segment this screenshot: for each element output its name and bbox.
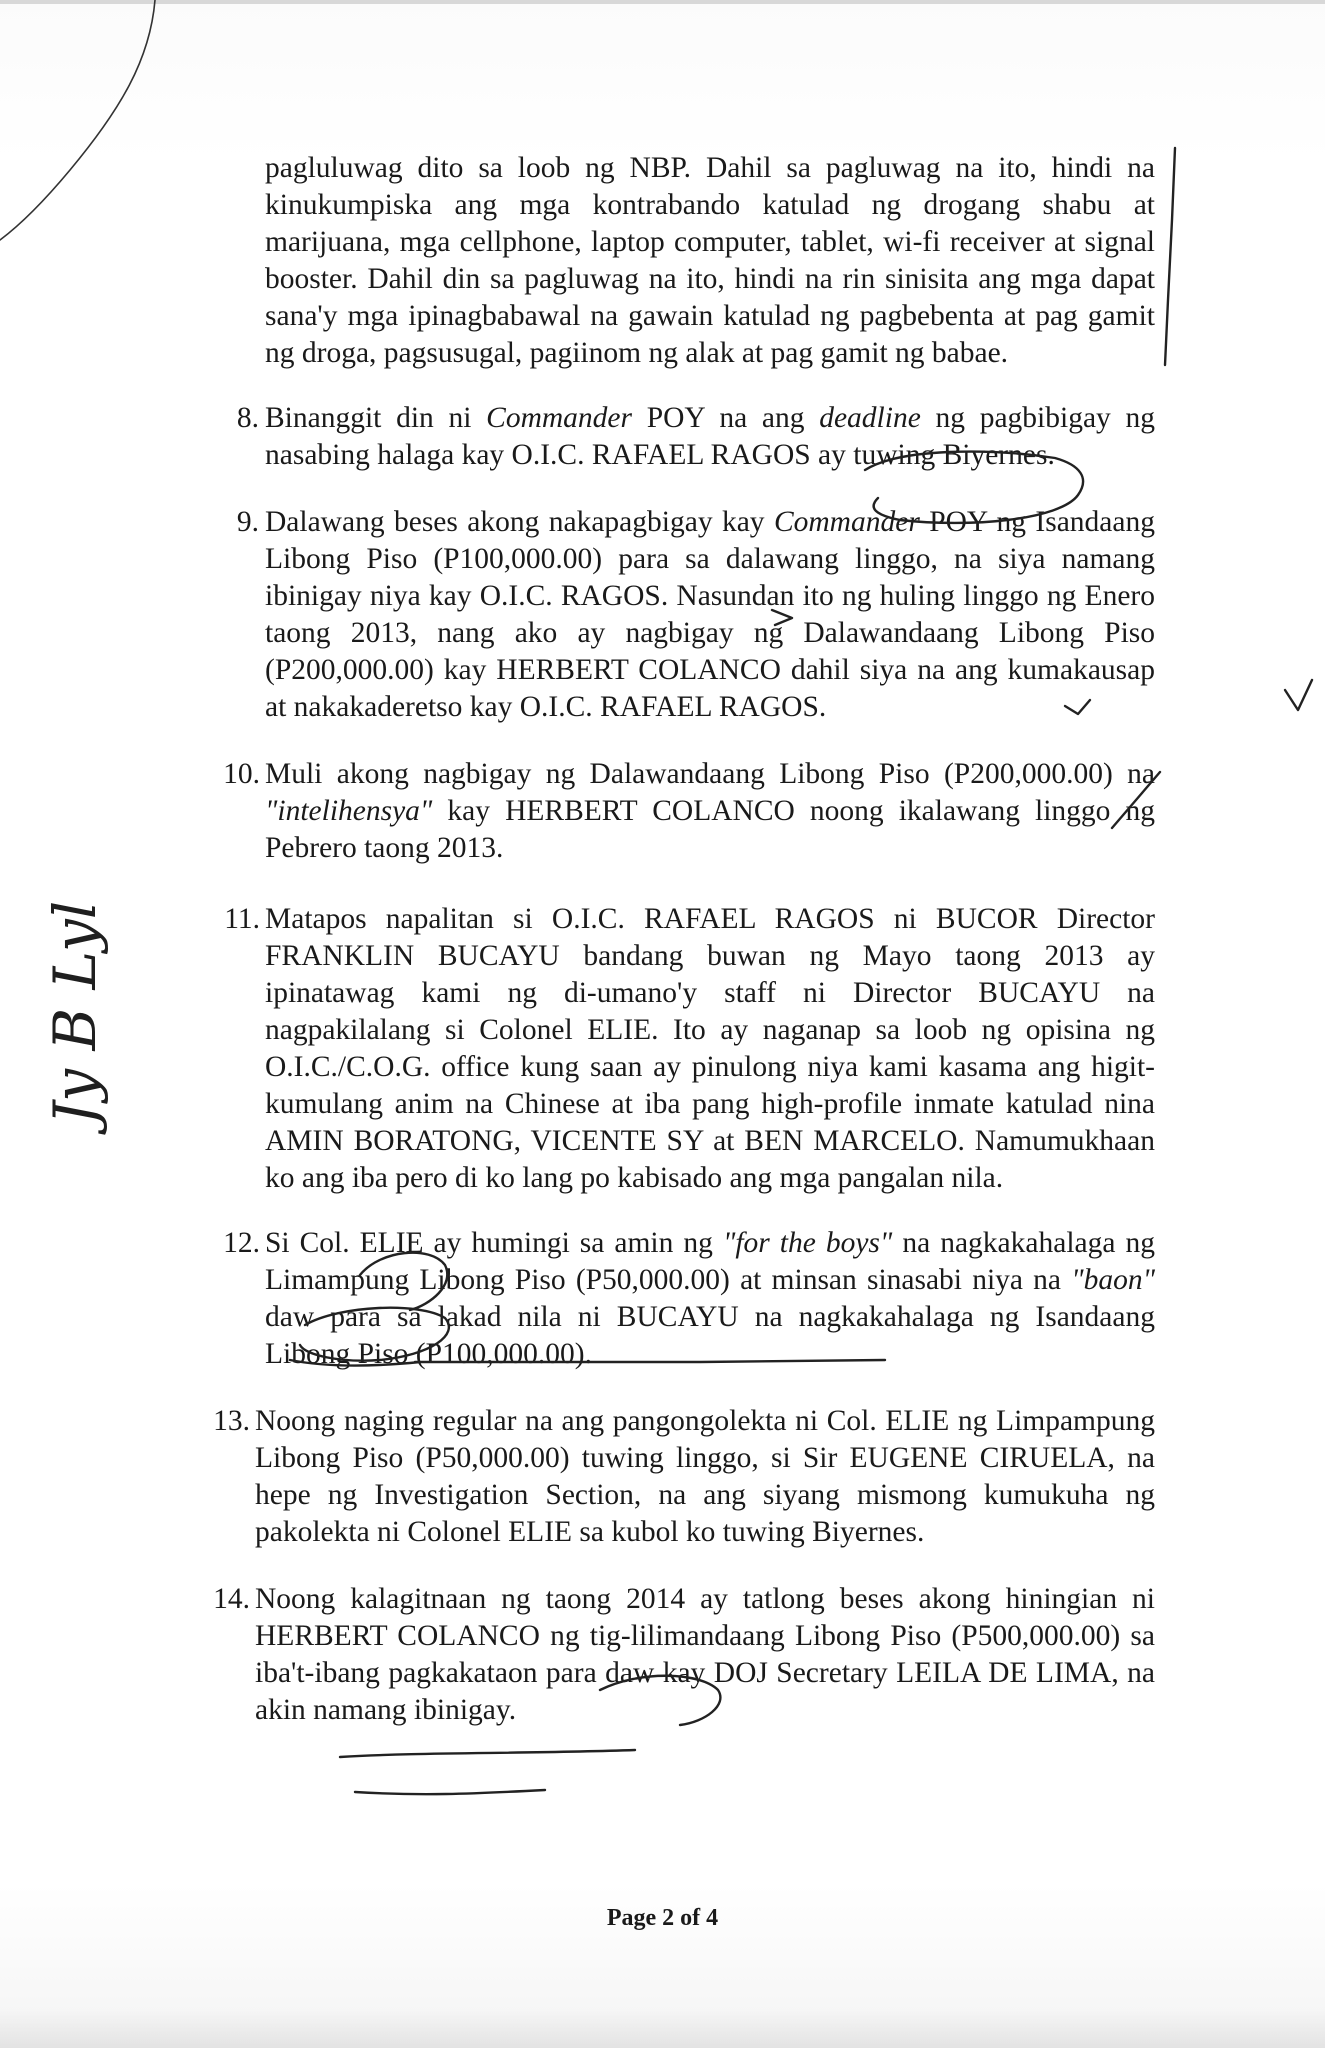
annotation-strike [340, 1750, 635, 1757]
item-number: 12. [223, 1227, 260, 1259]
item-number: 8. [236, 402, 259, 434]
list-item-14 [213, 1581, 1155, 1729]
item-number: 10. [223, 758, 260, 790]
item-number: 14. [213, 1583, 250, 1615]
page-label: Page [606, 1905, 657, 1931]
item-text: Dalawang beses akong nakapagbigay kay Commander POY ng Isandaang Libong Piso (P100,000.00) para sa dalawang linggo, na siya namang ibinigay niya kay O.I.C. RAGOS. Nasundan ito ng huling linggo ng Enero taong 2013, nang ako ay nagbigay ng Dalawandaang Libong Piso (P200,000.00) kay HERBERT COLANCO dahil siya na ang kumakausap at nakakaderetso kay O.I.C. RAFAEL RAGOS. [265, 506, 1155, 723]
list-item-10 [223, 756, 1155, 867]
item-number: 9. [236, 506, 259, 538]
annotation-tick [1285, 680, 1312, 710]
total-pages: 4 [706, 1905, 719, 1931]
page-number: 2 [662, 1905, 675, 1931]
item-number: 13. [213, 1405, 250, 1437]
signature-mark [41, 901, 109, 1135]
of-label: of [680, 1905, 701, 1931]
page-footer [0, 1905, 1325, 1932]
scan-bottom-shadow [0, 2008, 1325, 2048]
svg-text:Jy B Lyl: Jy B Lyl [41, 900, 109, 1125]
corner-fold-line [0, 0, 155, 240]
item-text: Matapos napalitan si O.I.C. RAFAEL RAGOS ni BUCOR Director FRANKLIN BUCAYU bandang buwan ng Mayo taong 2013 ay ipinatawag kami ng di-umano'y staff ni Director BUCAYU na nagpakilalang si Colonel ELIE. Ito ay naganap sa loob ng opisina ng O.I.C./C.O.G. office kung saan ay pinulong niya kami kasama ang higit-kumulang anim na Chinese at iba pang high-profile inmate katulad nina AMIN BORATONG, VICENTE SY at BEN MARCELO. Namumukhaan ko ang iba pero di ko lang po kabisado ang mga pangalan nila. [265, 903, 1155, 1194]
item-text: Noong naging regular na ang pangongolekta ni Col. ELIE ng Limpampung Libong Piso (P50,000.00) tuwing linggo, si Sir EUGENE CIRUELA, na hepe ng Investigation Section, na ang siyang mismong kumukuha ng pakolekta ni Colonel ELIE sa kubol ko tuwing Biyernes. [255, 1405, 1155, 1548]
annotation-strike [355, 1790, 545, 1794]
list-item-13 [213, 1403, 1155, 1551]
document-body [213, 150, 1156, 1729]
list-item-11 [224, 901, 1155, 1197]
item-text: Si Col. ELIE ay humingi sa amin ng "for the boys" na nagkakahalaga ng Limampung Libong Piso (P50,000.00) at minsan sinasabi niya na "baon" daw para sa lakad nila ni BUCAYU na nagkakahalaga ng Isandaang Libong Piso (P100,000.00). [265, 1227, 1155, 1370]
margin-bracket-line [1165, 148, 1175, 365]
item-text: Noong kalagitnaan ng taong 2014 ay tatlong beses akong hiningian ni HERBERT COLANCO ng tig-lilimandaang Libong Piso (P500,000.00) sa iba't-ibang pagkakataon para daw kay DOJ Secretary LEILA DE LIMA, na akin namang ibinigay. [255, 1583, 1155, 1726]
scan-top-edge [0, 0, 1325, 4]
item-text: Muli akong nagbigay ng Dalawandaang Libong Piso (P200,000.00) na "intelihensya" kay HERBERT COLANCO noong ikalawang linggo ng Pebrero taong 2013. [265, 758, 1155, 864]
item-text: Binanggit din ni Commander POY na ang deadline ng pagbibigay ng nasabing halaga kay O.I.C. RAFAEL RAGOS ay tuwing Biyernes. [265, 402, 1156, 471]
intro-paragraph: pagluluwag dito sa loob ng NBP. Dahil sa pagluwag na ito, hindi na kinukumpiska ang mga kontrabando katulad ng drogang shabu at marijuana, mga cellphone, laptop computer, tablet, wi-fi receiver at signal booster. Dahil din sa pagluwag na ito, hindi na rin sinisita ang mga dapat sana'y mga ipinagbabawal na gawain katulad ng pagbebenta at pag gamit ng droga, pagsusugal, pagiinom ng alak at pag gamit ng babae. [265, 152, 1155, 369]
list-item-8 [236, 400, 1156, 474]
item-number: 11. [224, 903, 260, 935]
list-item-9 [236, 504, 1155, 726]
list-item-12 [223, 1225, 1155, 1373]
